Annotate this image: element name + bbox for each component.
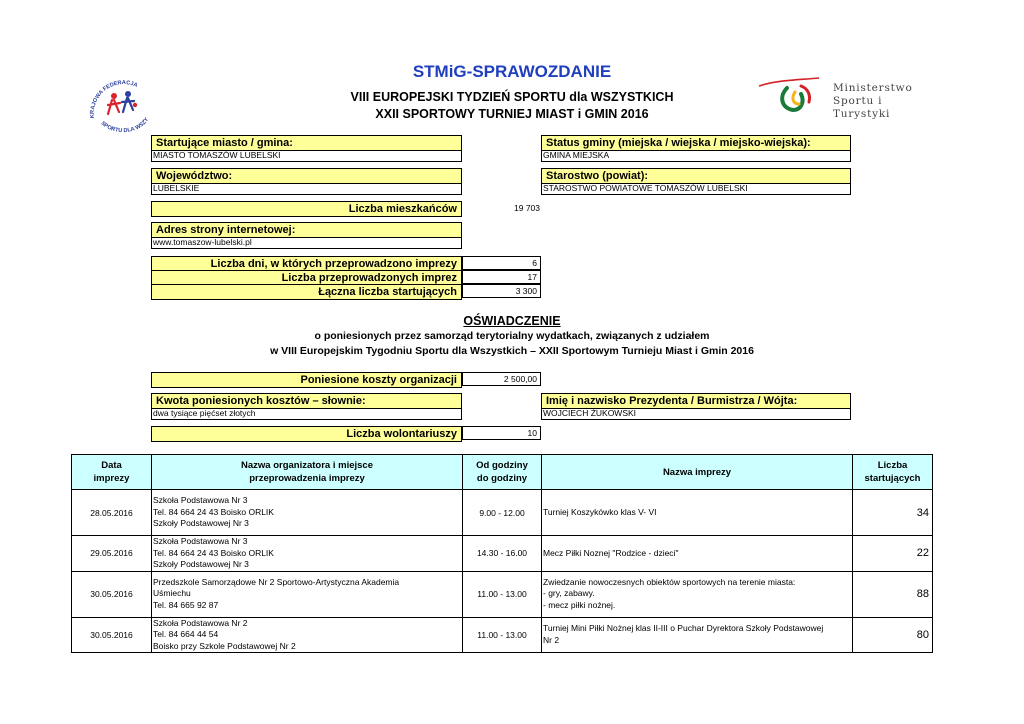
row-event-name: Turniej Mini Piłki Nożnej klas II-III o Puchar Dyrektora Szkoły Podstawowej Nr 2 (542, 617, 853, 653)
volunteers-value: 10 (462, 426, 541, 440)
volunteers-label: Liczba wolontariuszy (151, 426, 462, 442)
row-date: 30.05.2016 (72, 617, 152, 653)
row-participants: 88 (853, 571, 933, 617)
row-hours: 11.00 - 13.00 (463, 571, 542, 617)
svg-text:SPORTU DLA WSZYSTKICH: SPORTU DLA WSZY (99, 116, 151, 135)
costs-value: 2 500,00 (462, 372, 541, 386)
header-hours: Od godziny do godziny (463, 455, 542, 490)
table-row (72, 571, 933, 617)
participants-label: Łączna liczba startujących (151, 284, 462, 300)
row-participants: 80 (853, 617, 933, 653)
website-label: Adres strony internetowej: (151, 222, 462, 238)
row-event-name: Mecz Piłki Noznej "Rodzice - dzieci" (542, 536, 853, 572)
website-value: www.tomaszow-lubelski.pl (151, 236, 462, 249)
row-organizer: Szkoła Podstawowa Nr 3 Tel. 84 664 24 43 Boisko ORLIK Szkoły Podstawowej Nr 3 (152, 536, 463, 572)
row-event-name: Zwiedzanie nowoczesnych obiektów sportowych na terenie miasta: - gry, zabawy. - mecz piłki nożnej. (542, 571, 853, 617)
mayor-label: Imię i nazwisko Prezydenta / Burmistrza / Wójta: (541, 393, 851, 409)
events-count-value: 17 (462, 270, 541, 284)
header-date: Data imprezy (72, 455, 152, 490)
ministry-name-line1: Ministerstwo (833, 82, 913, 94)
costs-label: Poniesione koszty organizacji (151, 372, 462, 388)
row-hours: 9.00 - 12.00 (463, 490, 542, 536)
document-title: STMiG-SPRAWOZDANIE (412, 62, 612, 81)
days-value: 6 (462, 256, 541, 270)
row-organizer: Przedszkole Samorządowe Nr 2 Sportowo-Artystyczna Akademia Uśmiechu Tel. 84 665 92 87 (152, 571, 463, 617)
events-table (71, 454, 933, 653)
county-label: Starostwo (powiat): (541, 168, 851, 184)
city-value: MIASTO TOMASZÓW LUBELSKI (151, 149, 462, 162)
costs-words-value: dwa tysiące pięćset złotych (151, 407, 462, 420)
status-value: GMINA MIEJSKA (541, 149, 851, 162)
costs-words-label: Kwota poniesionych kosztów – słownie: (151, 393, 462, 409)
events-count-label: Liczba przeprowadzonych imprez (151, 270, 462, 286)
ministry-name-line2: Sportu i Turystyki (833, 95, 891, 120)
row-hours: 14.30 - 16.00 (463, 536, 542, 572)
table-header-row (72, 455, 933, 490)
header-participants: Liczba startujących (853, 455, 933, 490)
days-label: Liczba dni, w których przeprowadzono imprezy (151, 256, 462, 272)
mayor-value: WOJCIECH ŻUKOWSKI (541, 407, 851, 420)
row-participants: 22 (853, 536, 933, 572)
participants-value: 3 300 (462, 284, 541, 298)
row-organizer: Szkoła Podstawowa Nr 2 Tel. 84 664 44 54 Boisko przy Szkole Podstawowej Nr 2 (152, 617, 463, 653)
declaration-line2: w VIII Europejskim Tygodniu Sportu dla Wszystkich – XXII Sportowym Turnieju Miast i Gmin 2016 (270, 345, 754, 357)
row-organizer: Szkoła Podstawowa Nr 3 Tel. 84 664 24 43 Boisko ORLIK Szkoły Podstawowej Nr 3 (152, 490, 463, 536)
svg-text:KRAJOWA FEDERACJA: KRAJOWA FEDERACJA (89, 80, 139, 119)
declaration-title: OŚWIADCZENIE (463, 314, 561, 328)
row-participants: 34 (853, 490, 933, 536)
row-date: 29.05.2016 (72, 536, 152, 572)
header-organizer: Nazwa organizatora i miejsce przeprowadzenia imprezy (152, 455, 463, 490)
voivodeship-label: Województwo: (151, 168, 462, 184)
tournament-subtitle: XXII SPORTOWY TURNIEJ MIAST i GMIN 2016 (375, 107, 649, 121)
row-date: 28.05.2016 (72, 490, 152, 536)
table-row (72, 617, 933, 653)
declaration-line1: o poniesionych przez samorząd terytorialny wydatkach, związanych z udziałem (314, 330, 710, 342)
row-hours: 11.00 - 13.00 (463, 617, 542, 653)
city-label: Startujące miasto / gmina: (151, 135, 462, 151)
row-date: 30.05.2016 (72, 571, 152, 617)
population-value: 19 703 (514, 203, 540, 213)
table-row (72, 490, 933, 536)
kfsdw-logo (86, 74, 158, 136)
status-label: Status gminy (miejska / wiejska / miejsko-wiejska): (541, 135, 851, 151)
population-label: Liczba mieszkańców (151, 201, 462, 217)
table-row (72, 536, 933, 572)
county-value: STAROSTWO POWIATOWE TOMASZÓW LUBELSKI (541, 182, 851, 195)
ministry-logo (757, 74, 933, 122)
header-event-name: Nazwa imprezy (542, 455, 853, 490)
row-event-name: Turniej Koszykówko klas V- VI (542, 490, 853, 536)
event-subtitle: VIII EUROPEJSKI TYDZIEŃ SPORTU dla WSZYSTKICH (350, 90, 674, 104)
voivodeship-value: LUBELSKIE (151, 182, 462, 195)
